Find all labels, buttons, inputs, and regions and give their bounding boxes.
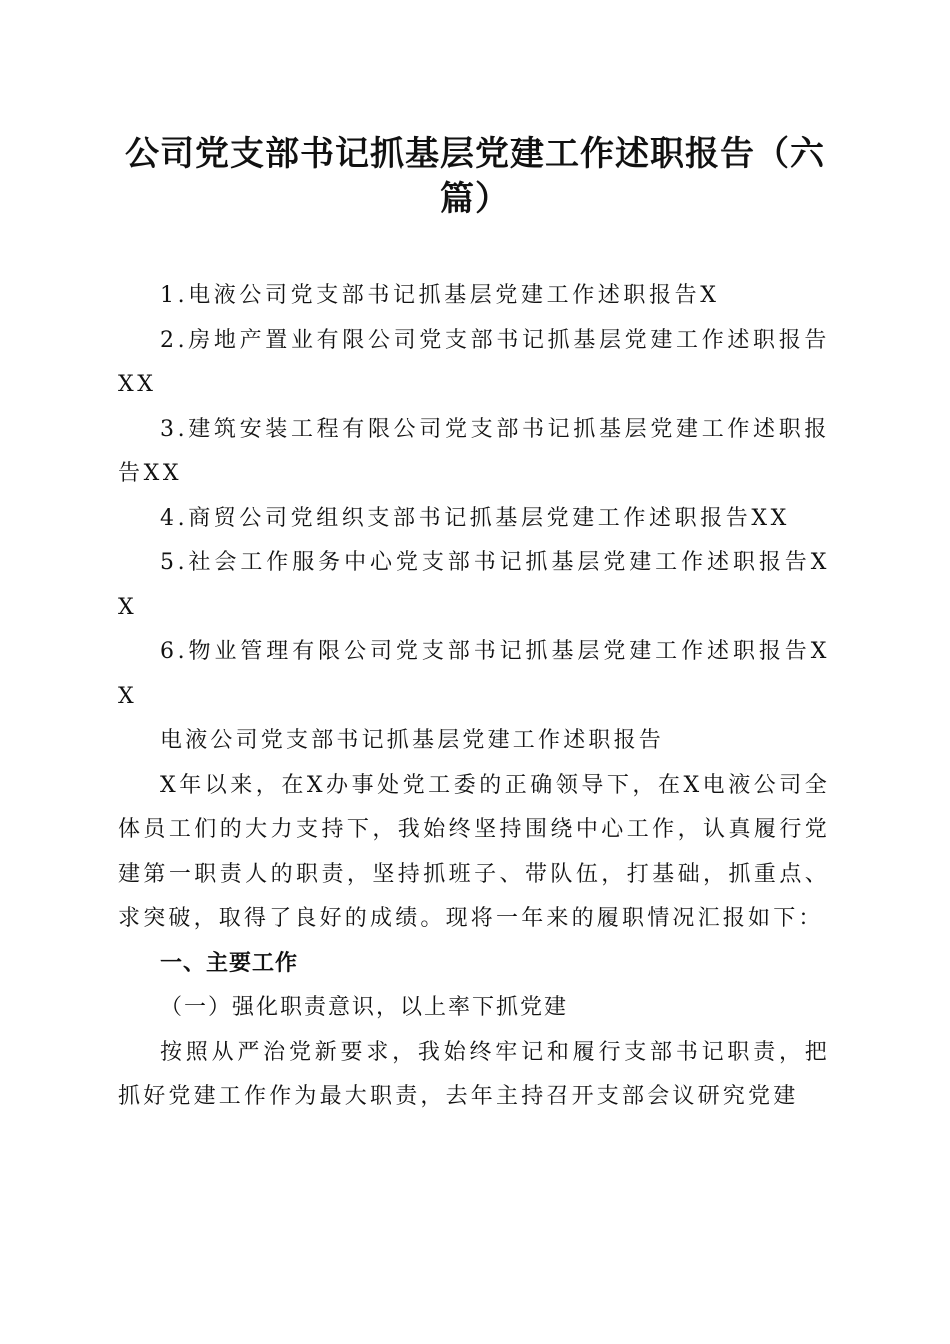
- toc-item-2: 2.房地产置业有限公司党支部书记抓基层党建工作述职报告XX: [118, 327, 830, 397]
- article-title: 电液公司党支部书记抓基层党建工作述职报告: [160, 728, 665, 753]
- toc-item-6: 6.物业管理有限公司党支部书记抓基层党建工作述职报告XX: [118, 639, 830, 709]
- intro-paragraph: X年以来，在X办事处党工委的正确领导下，在X电液公司全体员工们的大力支持下，我始终坚持围绕中心工作，认真履行党建第一职责人的职责，坚持抓班子、带队伍，打基础，抓重点、求突破，取得了良好的成绩。现将一年来的履职情况汇报如下：: [118, 772, 830, 931]
- subsection-heading: （一）强化职责意识，以上率下抓党建: [160, 995, 569, 1020]
- toc-item-5: 5.社会工作服务中心党支部书记抓基层党建工作述职报告XX: [118, 550, 830, 620]
- section-heading: 一、主要工作: [160, 950, 299, 976]
- document-title: 公司党支部书记抓基层党建工作述职报告（六篇）: [125, 134, 825, 219]
- toc-item-3: 3.建筑安装工程有限公司党支部书记抓基层党建工作述职报告XX: [118, 416, 830, 486]
- toc-item-1: 1.电液公司党支部书记抓基层党建工作述职报告X: [160, 283, 720, 308]
- toc-item-4: 4.商贸公司党组织支部书记抓基层党建工作述职报告XX: [160, 505, 790, 531]
- body-paragraph: 按照从严治党新要求，我始终牢记和履行支部书记职责，把抓好党建工作作为最大职责，去年主持召开支部会议研究党建: [118, 1039, 830, 1109]
- document-body: [118, 274, 830, 1120]
